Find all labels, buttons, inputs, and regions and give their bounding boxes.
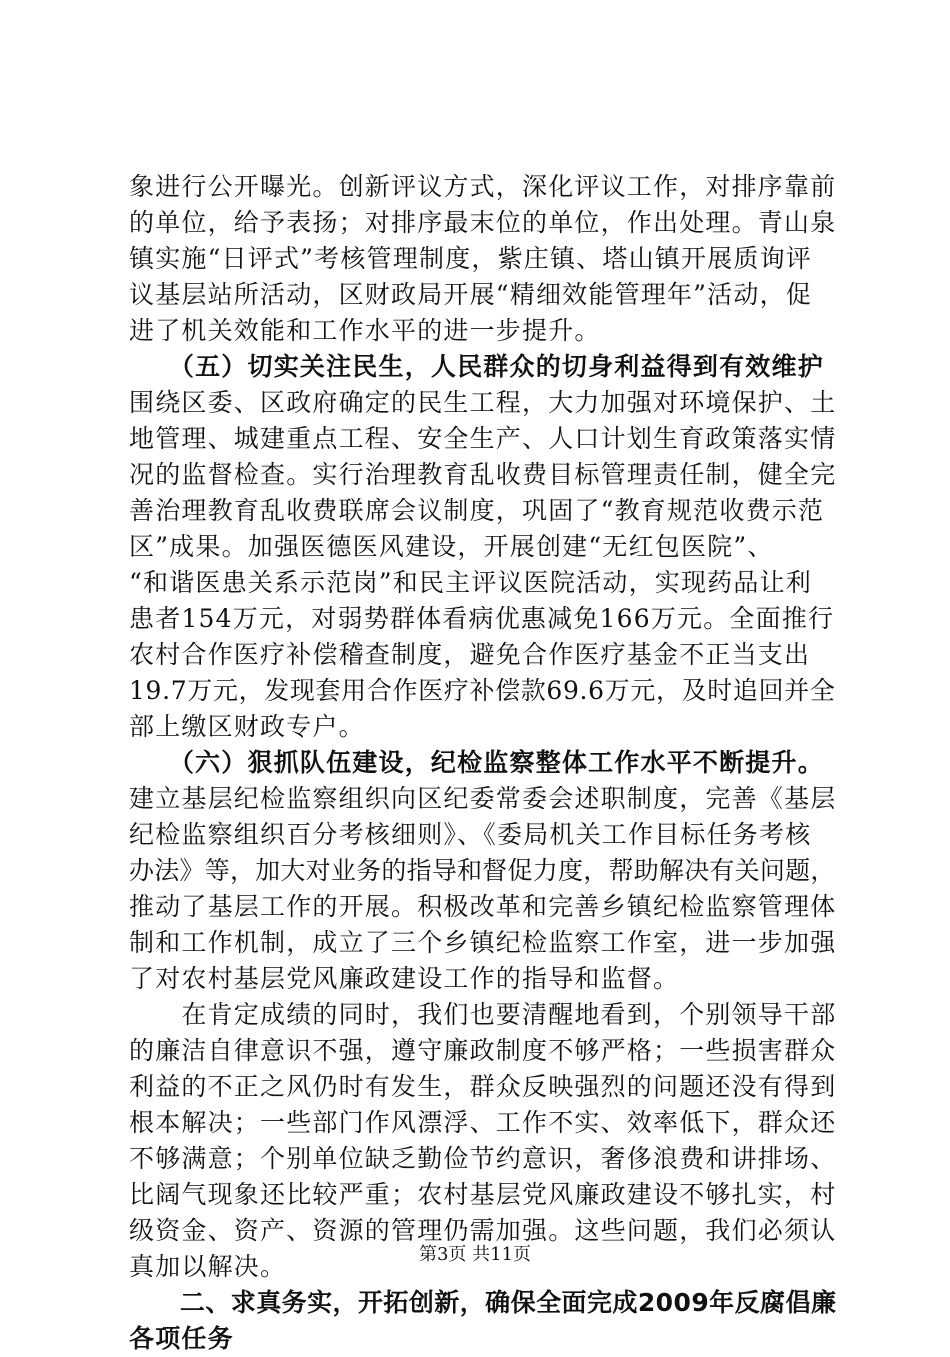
document-body <box>129 169 836 1357</box>
body-text-line: 根本解决；一些部门作风漂浮、工作不实、效率低下，群众还 <box>129 1108 837 1137</box>
page-footer: 第3页 共11页 <box>418 1244 532 1265</box>
body-text-line: 地管理、城建重点工程、安全生产、人口计划生育政策落实情 <box>129 424 837 453</box>
body-text-line: 镇实施“日评式”考核管理制度，紫庄镇、塔山镇开展质询评 <box>129 244 812 273</box>
body-text-line: 真加以解决。 <box>129 1252 287 1281</box>
body-text-line: 进了机关效能和工作水平的进一步提升。 <box>129 316 601 345</box>
body-text-line: 况的监督检查。实行治理教育乱收费目标管理责任制，健全完 <box>129 460 837 489</box>
body-text-line: 的单位，给予表扬；对排序最末位的单位，作出处理。青山泉 <box>129 208 837 237</box>
body-text-line: 纪检监察组织百分考核细则》、《委局机关工作目标任务考核 <box>129 820 812 849</box>
section-heading-line: 各项任务 <box>129 1324 234 1353</box>
section-heading-line: （五）切实关注民生，人民群众的切身利益得到有效维护 <box>129 352 824 381</box>
section-heading-line: （六）狠抓队伍建设，纪检监察整体工作水平不断提升。 <box>129 748 824 777</box>
body-text-line: 区”成果。加强医德医风建设，开展创建“无红包医院”、 <box>129 532 774 561</box>
body-text-line: 围绕区委、区政府确定的民生工程，大力加强对环境保护、土 <box>129 388 837 417</box>
body-text-line: 不够满意；个别单位缺乏勤俭节约意识，奢侈浪费和讲排场、 <box>129 1144 837 1173</box>
body-text-line: 议基层站所活动，区财政局开展“精细效能管理年”活动，促 <box>129 280 812 309</box>
body-text-line: 比阔气现象还比较严重；农村基层党风廉政建设不够扎实，村 <box>129 1180 837 1209</box>
body-text-line: 级资金、资产、资源的管理仍需加强。这些问题，我们必须认 <box>129 1216 837 1245</box>
body-text-line: 制和工作机制，成立了三个乡镇纪检监察工作室，进一步加强 <box>129 928 837 957</box>
body-text-line: 在肯定成绩的同时，我们也要清醒地看到，个别领导干部 <box>129 1000 837 1029</box>
body-text-line: 患者154万元，对弱势群体看病优惠减免166万元。全面推行 <box>129 604 835 633</box>
body-text-line: 19.7万元，发现套用合作医疗补偿款69.6万元，及时追回并全 <box>129 676 836 705</box>
section-heading-line: 二、求真务实，开拓创新，确保全面完成2009年反腐倡廉 <box>129 1288 837 1317</box>
body-text-line: 了对农村基层党风廉政建设工作的指导和监督。 <box>129 964 680 993</box>
body-text-line: 办法》等，加大对业务的指导和督促力度，帮助解决有关问题， <box>129 856 836 885</box>
body-text-line: 农村合作医疗补偿稽查制度，避免合作医疗基金不正当支出 <box>129 640 811 669</box>
body-text-line: 善治理教育乱收费联席会议制度，巩固了“教育规范收费示范 <box>129 496 825 525</box>
body-text-line: 利益的不正之风仍时有发生，群众反映强烈的问题还没有得到 <box>129 1072 837 1101</box>
body-text-line: 建立基层纪检监察组织向区纪委常委会述职制度，完善《基层 <box>129 784 837 813</box>
body-text-line: “和谐医患关系示范岗”和民主评议医院活动，实现药品让利 <box>129 568 812 597</box>
body-text-line: 部上缴区财政专户。 <box>129 712 365 741</box>
body-text-line: 的廉洁自律意识不强，遵守廉政制度不够严格；一些损害群众 <box>129 1036 837 1065</box>
body-text-line: 推动了基层工作的开展。积极改革和完善乡镇纪检监察管理体 <box>129 892 837 921</box>
body-text-line: 象进行公开曝光。创新评议方式，深化评议工作，对排序靠前 <box>129 172 837 201</box>
